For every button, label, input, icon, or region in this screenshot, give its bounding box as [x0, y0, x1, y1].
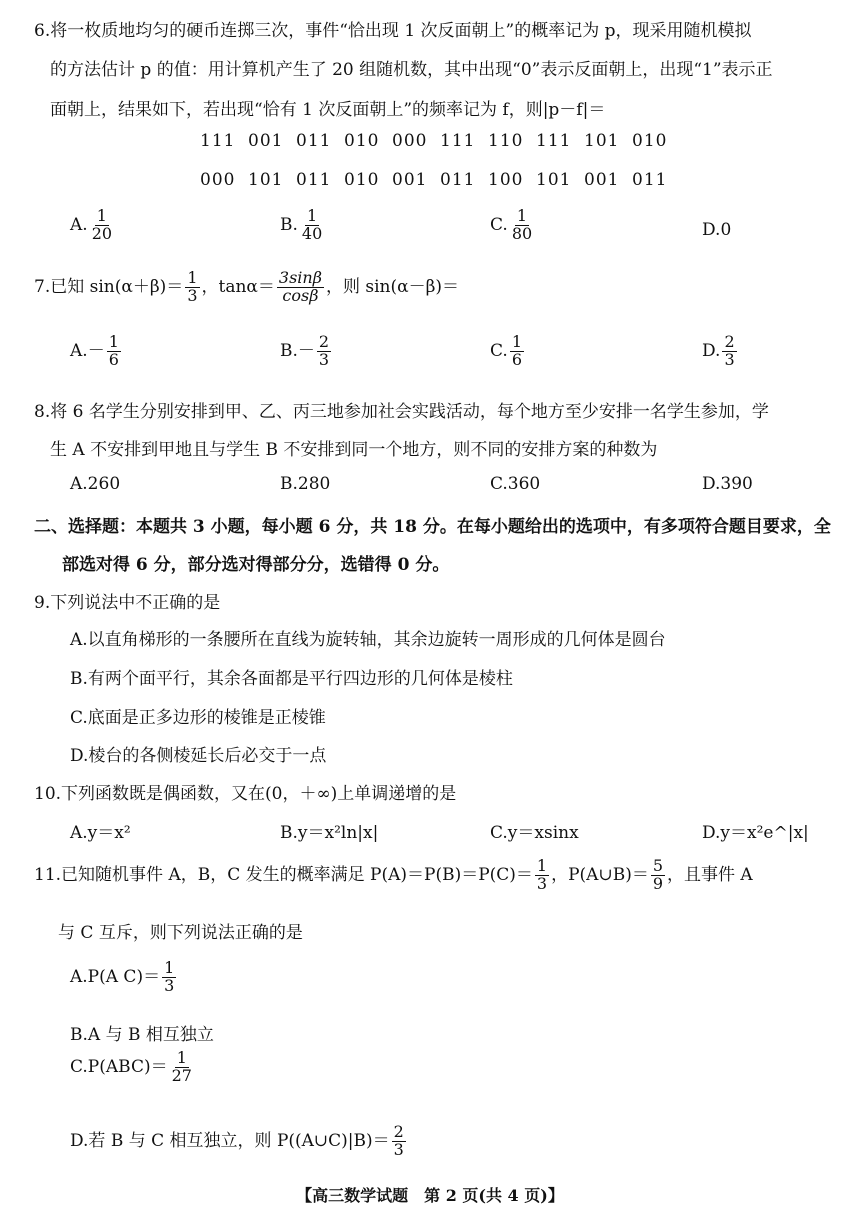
q10-option-b[interactable]: B.y＝x²ln|x| [280, 823, 379, 843]
random-number: 111 [440, 131, 476, 151]
random-number: 111 [200, 131, 236, 151]
q11-stem: 11.已知随机事件 A，B，C 发生的概率满足 P(A)＝P(B)＝P(C)＝ $\frac{1}{3}$ ，P(A∪B)＝ $\frac{5}{9}$ ，且事件 A [34, 856, 753, 893]
random-number: 010 [344, 131, 380, 151]
random-number: 011 [296, 131, 332, 151]
q7-option-d[interactable]: D. $\frac{2}{3}$ [702, 332, 735, 369]
q11-option-a[interactable]: A.P(A C)＝ $\frac{1}{3}$ [70, 958, 175, 995]
random-number: 000 [200, 170, 236, 190]
fraction: $\frac{1}{27}$ [171, 1048, 192, 1085]
random-number: 010 [632, 131, 668, 151]
section2-heading-cont: 部选对得 6 分，部分选对得部分分，选错得 0 分。 [62, 555, 450, 575]
q8-line2: 生 A 不安排到甲地且与学生 B 不安排到同一个地方，则不同的安排方案的种数为 [50, 440, 658, 460]
random-number: 010 [344, 170, 380, 190]
q8-option-b[interactable]: B.280 [280, 474, 331, 494]
q10-option-d[interactable]: D.y＝x²e^|x| [702, 823, 809, 843]
q8-option-a[interactable]: A.260 [70, 474, 121, 494]
fraction: $\frac{1}{40}$ [301, 206, 323, 243]
q8-option-d[interactable]: D.390 [702, 474, 753, 494]
fraction: $\frac{2}{3}$ [724, 332, 735, 369]
q9-option-c[interactable]: C.底面是正多边形的棱锥是正棱锥 [70, 708, 326, 728]
q6-line2: 的方法估计 p 的值：用计算机产生了 20 组随机数，其中出现“0”表示反面朝上，出现“1”表示正 [50, 60, 773, 80]
q11-option-c[interactable]: C.P(ABC)＝ $\frac{1}{27}$ [70, 1048, 192, 1085]
q8-option-c[interactable]: C.360 [490, 474, 541, 494]
q6-option-c[interactable]: C. $\frac{1}{80}$ [490, 206, 533, 243]
q6-option-b[interactable]: B. $\frac{1}{40}$ [280, 206, 323, 243]
q7-option-c[interactable]: C. $\frac{1}{6}$ [490, 332, 522, 369]
q11-option-d[interactable]: D.若 B 与 C 相互独立，则 P((A∪C)|B)＝ $\frac{2}{3}$ [70, 1122, 404, 1159]
section2-heading: 二、选择题：本题共 3 小题，每小题 6 分，共 18 分。在每小题给出的选项中，有多项符合题目要求，全 [34, 517, 831, 537]
q11-option-b[interactable]: B.A 与 B 相互独立 [70, 1025, 214, 1045]
q9-option-b[interactable]: B.有两个面平行，其余各面都是平行四边形的几何体是棱柱 [70, 669, 513, 689]
page-footer: 【高三数学试题 第 2 页(共 4 页)】 [296, 1186, 564, 1205]
q11-stem-cont: 与 C 互斥，则下列说法正确的是 [58, 923, 303, 943]
random-number: 001 [248, 131, 284, 151]
random-number: 101 [536, 170, 572, 190]
random-number: 100 [488, 170, 524, 190]
q7-option-b[interactable]: B.－ $\frac{2}{3}$ [280, 332, 330, 369]
random-number: 001 [392, 170, 428, 190]
fraction: $\frac{1}{3}$ [164, 958, 175, 995]
q6-option-d[interactable]: D.0 [702, 220, 732, 240]
q6-line3: 面朝上，结果如下，若出现“恰有 1 次反面朝上”的频率记为 f，则|p－f|＝ [50, 100, 606, 120]
q9-stem: 9.下列说法中不正确的是 [34, 593, 221, 613]
fraction: $\frac{5}{9}$ [652, 856, 664, 893]
random-number: 110 [488, 131, 524, 151]
q7-stem: 7.已知 sin(α＋β)＝ $\frac{1}{3}$ ，tanα＝ $\frac{3\sin\beta}{\cos\beta}$ ，则 sin(α－β)＝ [34, 268, 460, 305]
q10-option-a[interactable]: A.y＝x² [70, 823, 131, 843]
q10-stem: 10.下列函数既是偶函数，又在(0，＋∞)上单调递增的是 [34, 784, 457, 804]
q9-option-d[interactable]: D.棱台的各侧棱延长后必交于一点 [70, 746, 327, 766]
random-number: 011 [632, 170, 668, 190]
fraction: $\frac{1}{3}$ [536, 856, 548, 893]
random-number: 011 [440, 170, 476, 190]
random-number: 101 [248, 170, 284, 190]
q6-option-a[interactable]: A. $\frac{1}{20}$ [70, 206, 113, 243]
q10-option-c[interactable]: C.y＝xsinx [490, 823, 579, 843]
random-number: 111 [536, 131, 572, 151]
random-number: 001 [584, 170, 620, 190]
fraction: $\frac{3\sin\beta}{\cos\beta}$ [278, 268, 322, 305]
q8-line1: 8.将 6 名学生分别安排到甲、乙、丙三地参加社会实践活动，每个地方至少安排一名学生参加，学 [34, 402, 769, 422]
fraction: $\frac{2}{3}$ [318, 332, 330, 369]
fraction: $\frac{1}{6}$ [511, 332, 522, 369]
q6-line1: 6.将一枚质地均匀的硬币连掷三次，事件“恰出现 1 次反面朝上”的概率记为 p，现采用随机模拟 [34, 21, 752, 41]
fraction: $\frac{1}{3}$ [187, 268, 198, 305]
fraction: $\frac{2}{3}$ [393, 1122, 404, 1159]
random-number: 000 [392, 131, 428, 151]
random-number: 101 [584, 131, 620, 151]
random-number: 011 [296, 170, 332, 190]
q7-option-a[interactable]: A.－ $\frac{1}{6}$ [70, 332, 119, 369]
fraction: $\frac{1}{6}$ [108, 332, 119, 369]
fraction: $\frac{1}{80}$ [511, 206, 533, 243]
q9-option-a[interactable]: A.以直角梯形的一条腰所在直线为旋转轴，其余边旋转一周形成的几何体是圆台 [70, 630, 666, 650]
fraction: $\frac{1}{20}$ [91, 206, 113, 243]
